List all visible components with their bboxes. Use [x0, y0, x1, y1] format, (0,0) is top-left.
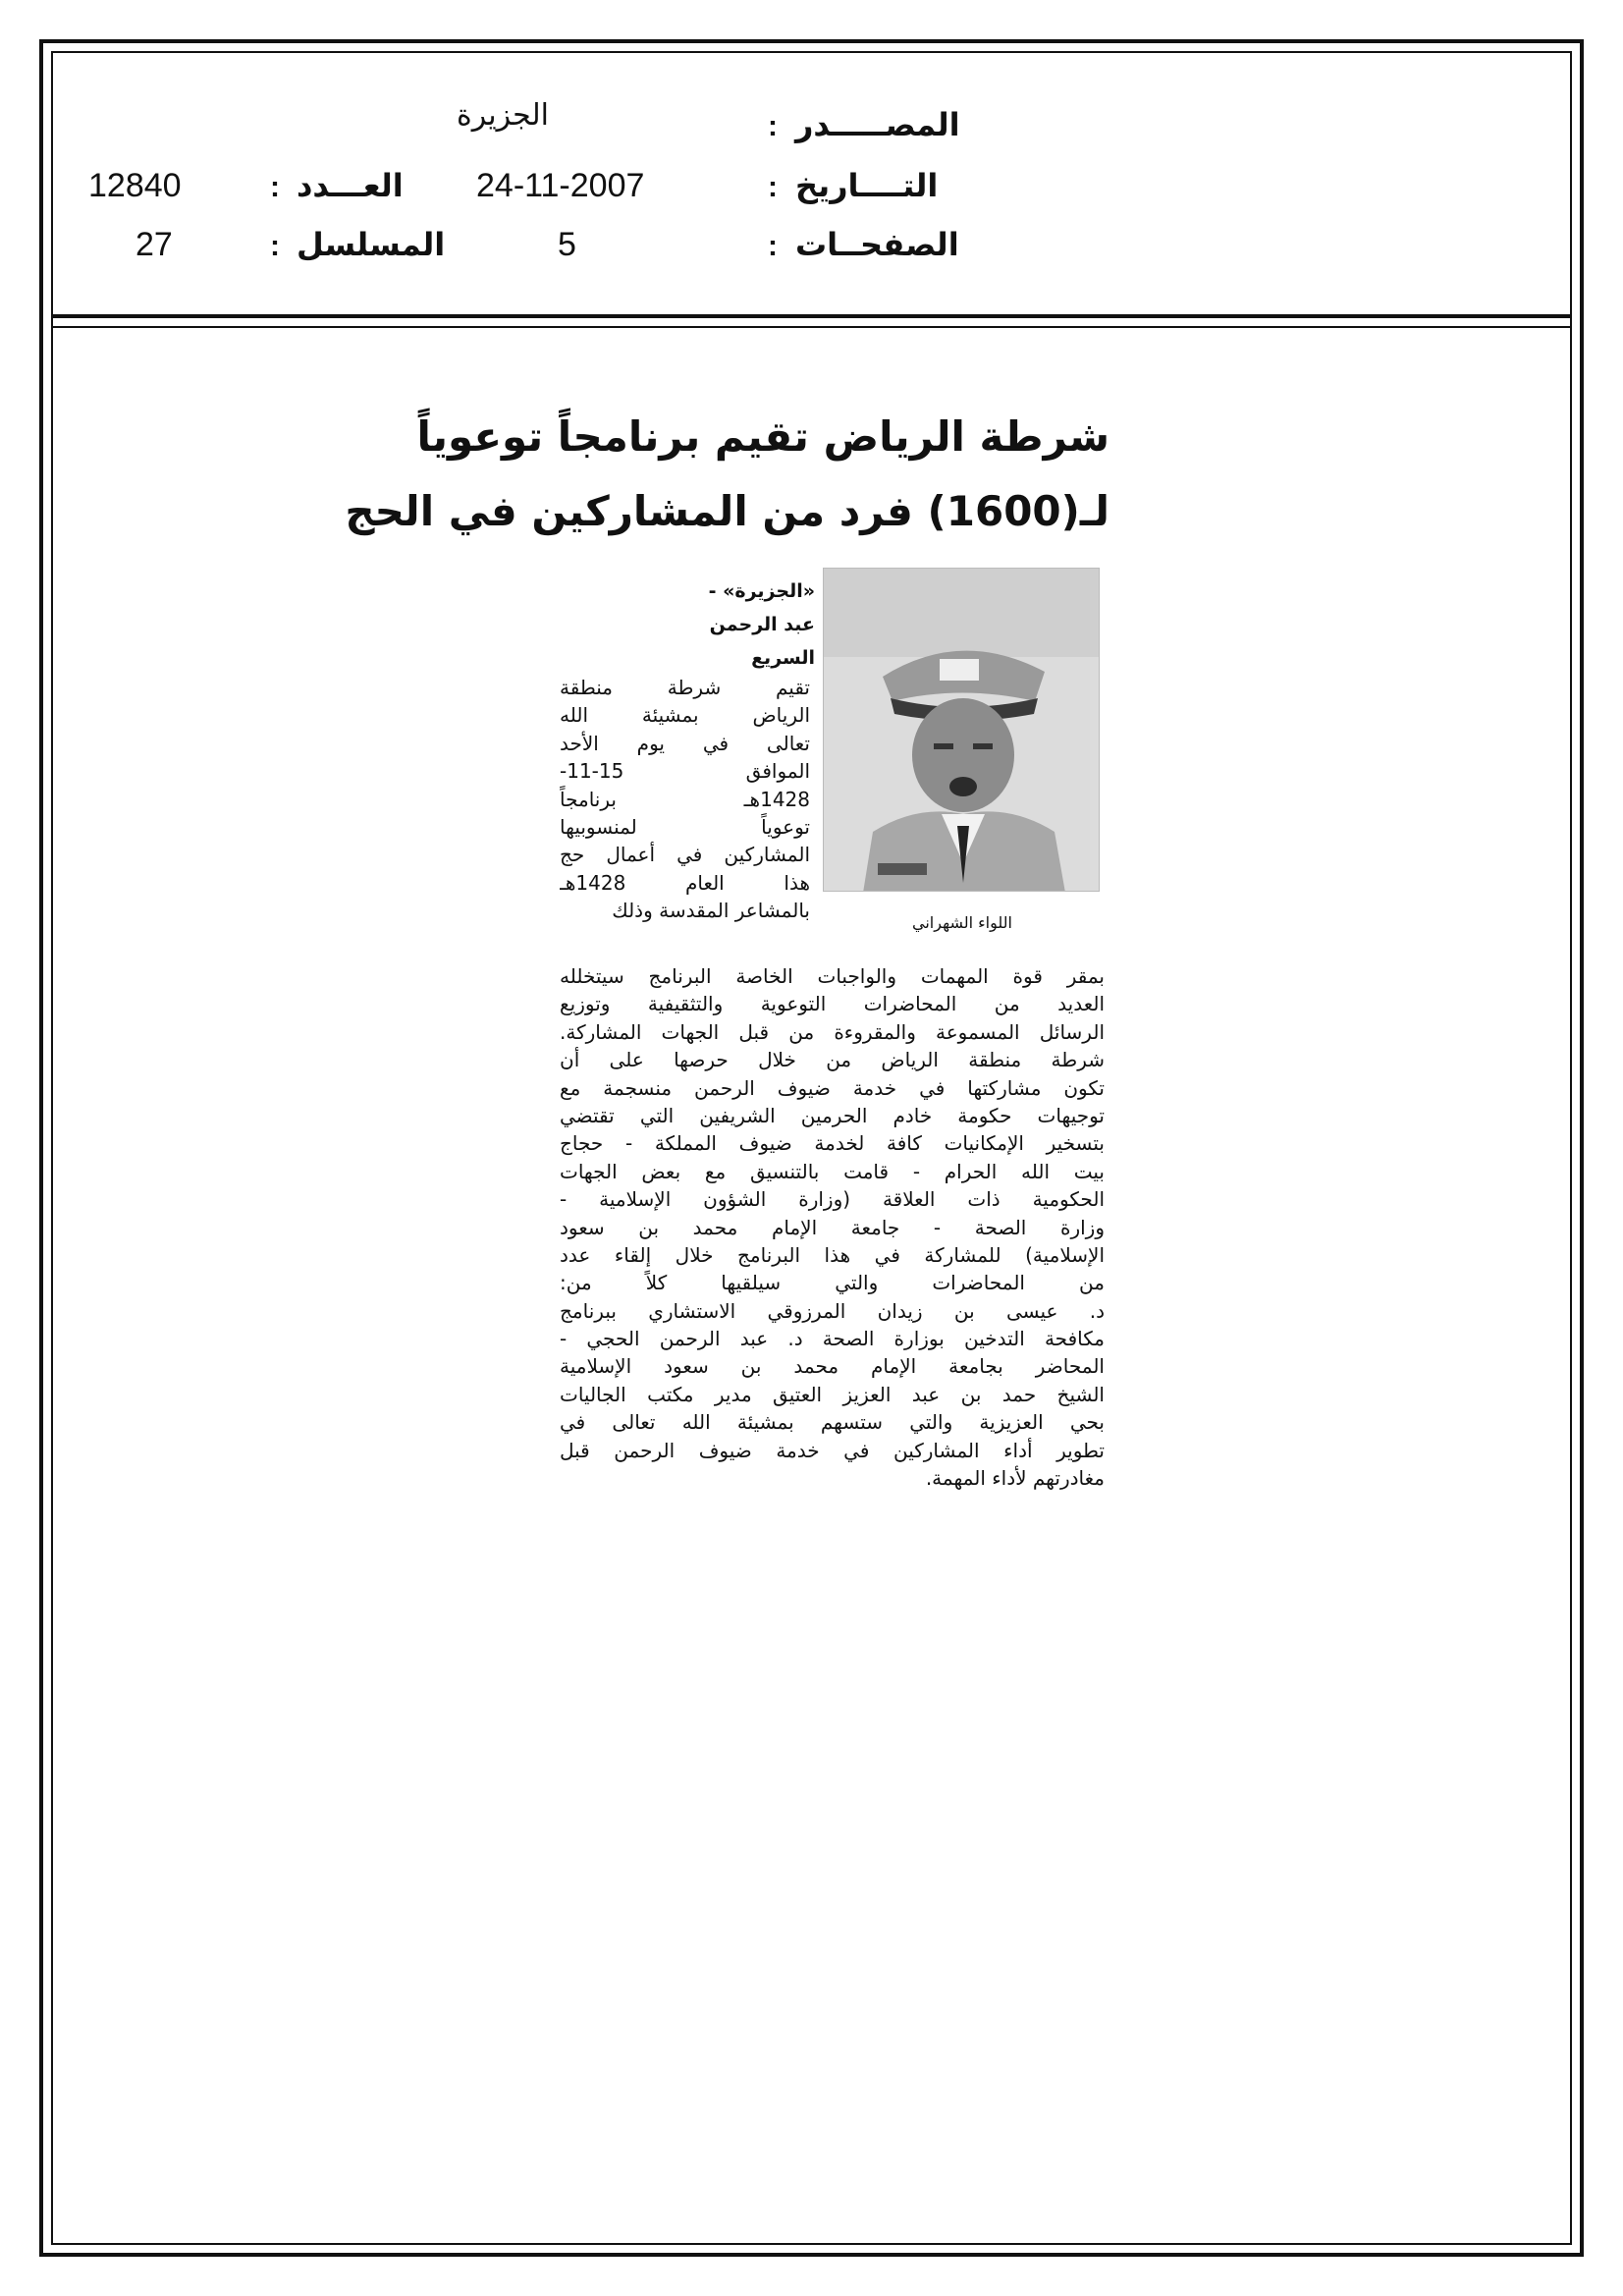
issue-label: العـــدد — [297, 167, 404, 204]
officer-photo — [823, 568, 1100, 892]
source-value: الجزيرة — [457, 98, 550, 133]
source-label: المصـــــدر — [795, 106, 960, 143]
article-text-line: بتسخير الإمكانيات كافة لخدمة ضيوف المملكة - حجاج — [560, 1131, 1105, 1156]
pages-value: 5 — [558, 226, 576, 263]
article-text-line: العديد من المحاضرات التوعوية والتثقيفية وتوزيع — [560, 992, 1105, 1016]
article-text-line: الرياض بمشيئة الله — [560, 703, 810, 728]
article-text-line: وزارة الصحة - جامعة الإمام محمد بن سعود — [560, 1215, 1105, 1239]
serial-colon: : — [270, 230, 280, 262]
officer-portrait-image — [824, 569, 1100, 892]
article-text-line: المحاضر بجامعة الإمام محمد بن سعود الإسلامية — [560, 1354, 1105, 1379]
serial-value: 27 — [135, 226, 173, 263]
pages-colon: : — [768, 230, 778, 262]
article-text-line: 1428هـ برنامجاً — [560, 787, 810, 811]
article-text-line: تقيم شرطة منطقة — [560, 676, 810, 699]
article-text-line: مغادرتهم لأداء المهمة. — [925, 1466, 1105, 1491]
article-text-line: الرسائل المسموعة والمقروءة من قبل الجهات المشاركة. — [560, 1019, 1105, 1044]
article-text-line: توعوياً لمنسوبيها — [560, 814, 810, 839]
issue-value: 12840 — [88, 167, 182, 204]
source-colon: : — [768, 110, 778, 142]
serial-label: المسلسل — [297, 226, 446, 263]
article-text-line: الموافق 15-11- — [560, 759, 810, 784]
article-body-narrow-column — [560, 674, 810, 925]
byline-line-2: السريع — [751, 647, 815, 669]
photo-caption: اللواء الشهراني — [912, 913, 1012, 932]
date-label: التــــاريخ — [795, 167, 939, 204]
article-text-line: شرطة منطقة الرياض من خلال حرصها على أن — [560, 1048, 1105, 1072]
byline-line-1: «الجزيرة» - عبد الرحمن — [708, 580, 815, 635]
article-text-line: بمقر قوة المهمات والواجبات الخاصة البرنامج سيتخلله — [560, 964, 1105, 988]
date-colon: : — [768, 171, 778, 203]
byline — [687, 574, 815, 675]
article-text-line: تعالى في يوم الأحد — [560, 731, 810, 755]
article-text-line: من المحاضرات والتي سيلقيها كلاً من: — [560, 1271, 1105, 1295]
date-value: 24-11-2007 — [476, 167, 645, 204]
article-body-wide-column — [560, 962, 1105, 1492]
article-text-line: بحي العزيزية والتي ستسهم بمشيئة الله تعالى في — [560, 1410, 1105, 1435]
headline-line-2: لـ(1600) فرد من المشاركين في الحج — [345, 487, 1109, 535]
article-text-line: د. عيسى بن زيدان المرزوقي الاستشاري ببرنامج — [560, 1298, 1105, 1323]
issue-colon: : — [270, 171, 280, 203]
article-text-line: بيت الله الحرام - قامت بالتنسيق مع بعض الجهات — [560, 1159, 1105, 1183]
article-text-line: المشاركين في أعمال حج — [560, 843, 810, 867]
article-text-line: تطوير أداء المشاركين في خدمة ضيوف الرحمن قبل — [560, 1438, 1105, 1462]
header-divider-inner — [51, 326, 1572, 328]
article-text-line: مكافحة التدخين بوزارة الصحة د. عبد الرحمن الحجي - — [560, 1327, 1105, 1351]
article-text-line: الشيخ حمد بن عبد العزيز العتيق مدير مكتب الجاليات — [560, 1382, 1105, 1406]
article-text-line: الإسلامية) للمشاركة في هذا البرنامج خلال إلقاء عدد — [560, 1242, 1105, 1267]
headline-line-1: شرطة الرياض تقيم برنامجاً توعوياً — [416, 412, 1109, 461]
pages-label: الصفحــات — [795, 226, 959, 263]
header-divider — [51, 314, 1572, 318]
article-text-line: تكون مشاركتها في خدمة ضيوف الرحمن منسجمة مع — [560, 1075, 1105, 1100]
article-text-line: توجيهات حكومة خادم الحرمين الشريفين التي تقتضي — [560, 1103, 1105, 1127]
article-text-line: هذا العام 1428هـ — [560, 870, 810, 895]
article-text-line: بالمشاعر المقدسة وذلك — [612, 899, 810, 923]
article-text-line: الحكومية ذات العلاقة (وزارة الشؤون الإسلامية - — [560, 1187, 1105, 1212]
